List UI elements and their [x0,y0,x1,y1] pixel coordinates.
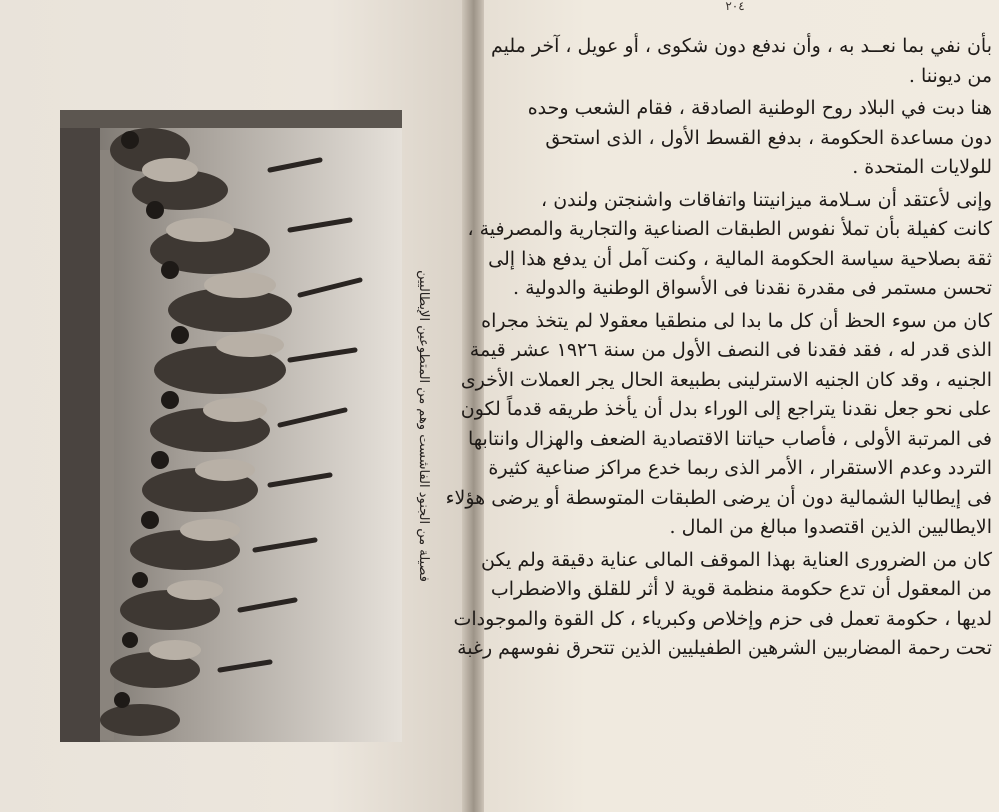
text-line: الذى قدر له ، فقد فقدنا فى النصف الأول من سنة ١٩٢٦ عشر قيمة [469,339,992,361]
text-line: من المعقول أن تدع حكومة منظمة قوية لا أثر للقلق والاضطراب [490,578,992,600]
text-line: للولايات المتحدة . [852,156,992,178]
text-line: تحت رحمة المضاربين الشرهين الطفيليين الذين تتحرق نفوسهم رغبة [457,637,992,659]
paragraph-2 [500,94,992,183]
text-line: وإنى لأعتقد أن سـلامة ميزانيتنا واتفاقات واشنجتن ولندن ، [541,188,992,211]
text-line: كانت كفيلة بأن تملأ نفوس الطبقات الصناعية والتجارية والمصرفية ، [467,218,992,240]
body-text [445,32,992,810]
text-line: هنا دبت في البلاد روح الوطنية الصادقة ، فقام الشعب وحده [527,97,992,119]
photo-caption: فصيلة من الجنود الفاشست وهم من المتطوعين الإيطاليين [416,270,431,582]
text-line: الجنيه ، وقد كان الجنيه الاسترلينى بطبيعة الحال يجر العملات الأخرى [460,368,992,391]
photo-caption-box [408,110,438,742]
text-line: كان من الضرورى العناية بهذا الموقف المالى عناية دقيقة ولم يكن [481,548,992,571]
paragraph-4 [445,307,992,543]
text-line: ثقة بصلاحية سياسة الحكومة المالية ، وكنت آمل أن يدفع هذا إلى [488,247,992,270]
text-line: تحسن مستمر فى مقدرة نقدنا فى الأسواق الوطنية والدولية . [513,277,992,299]
text-line: كان من سوء الحظ أن كل ما بدا لى منطقيا معقولا لم يتخذ مجراه [481,309,992,332]
text-line: التردد وعدم الاستقرار ، الأمر الذى ربما خدع مراكز صناعية كثيرة [488,457,992,479]
text-line: فى المرتبة الأولى ، فأصاب حياتنا الاقتصادية الضعف والهزال وانتابها [467,427,992,450]
text-line: من ديوننا . [908,64,992,87]
text-line: فى إيطاليا الشمالية دون أن يرضى الطبقات المتوسطة أو يرضى هؤلاء [445,486,992,509]
left-page [0,0,470,812]
paragraph-1 [490,32,992,91]
text-line: الايطاليين الذين اقتصدوا مبالغ من المال . [669,516,992,538]
photo-plate [60,110,402,742]
page-header-mark: ٢٠٤ [725,0,745,13]
text-line: لديها ، حكومة تعمل فى حزم وإخلاص وكبرياء ، كل القوة والموجودات [453,607,992,630]
paragraph-5 [453,546,992,664]
soldiers-marching-photo [60,110,402,742]
paragraph-3 [467,186,992,304]
text-line: دون مساعدة الحكومة ، بدفع القسط الأول ، الذى استحق [545,126,992,149]
text-line: بأن نفي بما نعــد به ، وأن ندفع دون شكوى ، أو عويل ، آخر مليم [490,35,992,57]
text-line: على نحو جعل نقدنا يتراجع إلى الوراء بدل أن يأخذ طريقه قدماً لكون [460,398,992,420]
